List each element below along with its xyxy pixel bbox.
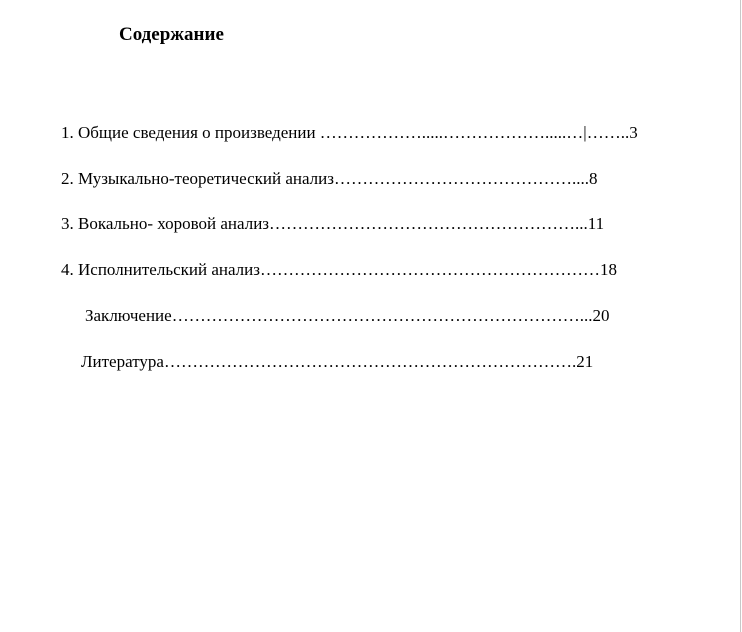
toc-entry-4[interactable]: 4. Исполнительский анализ……………………………………………………18 xyxy=(61,260,617,279)
toc-entry-literature[interactable]: Литература……………………………………………………………….21 xyxy=(81,352,594,371)
toc-entry-1[interactable]: 1. Общие сведения о произведении ……………….....……………….....…|……..3 xyxy=(61,123,638,142)
toc-entry-3[interactable]: 3. Вокально- хоровой анализ………………………………………………...11 xyxy=(61,214,605,233)
toc-entry-conclusion[interactable]: Заключение………………………………………………………………...20 xyxy=(85,306,610,325)
toc-entry-2[interactable]: 2. Музыкально-теоретический анализ……………………………………....8 xyxy=(61,169,598,188)
page-title: Содержание xyxy=(119,24,224,45)
